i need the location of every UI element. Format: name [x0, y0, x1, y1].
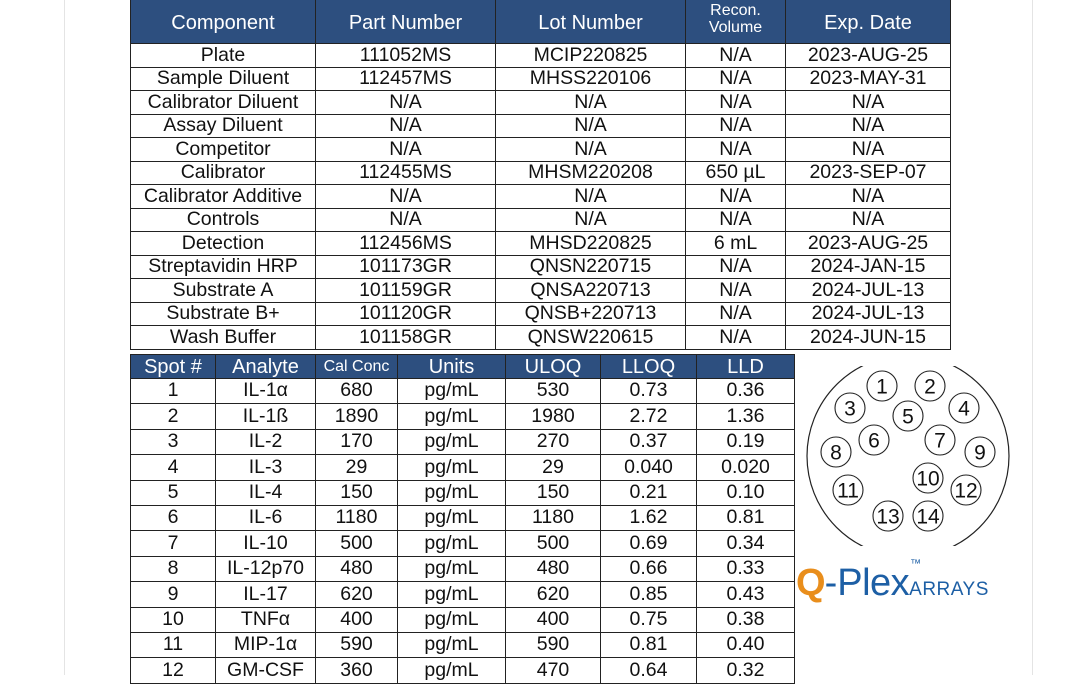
reagent-cell: 112456MS [316, 232, 496, 256]
reagent-cell: Controls [131, 208, 316, 232]
spot-label: 4 [958, 397, 970, 421]
analyte-cell: pg/mL [398, 505, 506, 530]
analyte-cell: 0.66 [601, 556, 697, 581]
reagent-cell: N/A [686, 138, 786, 162]
reagent-cell: 101173GR [316, 255, 496, 279]
analyte-cell: 11 [131, 632, 216, 657]
reagent-cell: Detection [131, 232, 316, 256]
reagent-cell: N/A [686, 255, 786, 279]
analyte-cell: 150 [506, 480, 601, 505]
analyte-cell: 1980 [506, 404, 601, 429]
reagent-cell: QNSB+220713 [496, 302, 686, 326]
reagent-cell: N/A [496, 91, 686, 115]
logo-trademark: ™ [910, 558, 922, 570]
reagent-cell: N/A [786, 138, 951, 162]
reagent-cell: N/A [316, 138, 496, 162]
analyte-cell: 4 [131, 455, 216, 480]
analyte-cell: 680 [316, 379, 398, 404]
analyte-cell: 150 [316, 480, 398, 505]
analyte-cell: IL-17 [216, 582, 316, 607]
col-units: Units [398, 355, 506, 379]
reagent-cell: 112457MS [316, 67, 496, 91]
analyte-cell: pg/mL [398, 480, 506, 505]
analyte-cell: 8 [131, 556, 216, 581]
analyte-cell: IL-3 [216, 455, 316, 480]
analyte-cell: 500 [506, 531, 601, 556]
reagent-cell: MHSS220106 [496, 67, 686, 91]
reagent-cell: 2023-SEP-07 [786, 161, 951, 185]
analyte-cell: 480 [506, 556, 601, 581]
analyte-cell: pg/mL [398, 455, 506, 480]
analyte-cell: pg/mL [398, 556, 506, 581]
analyte-cell: 29 [506, 455, 601, 480]
reagent-cell: N/A [786, 185, 951, 209]
reagent-cell: Competitor [131, 138, 316, 162]
col-analyte: Analyte [216, 355, 316, 379]
logo-q: Q [796, 562, 825, 604]
col-lot-number: Lot Number [496, 0, 686, 44]
reagent-row [131, 114, 951, 138]
analyte-cell: TNFα [216, 607, 316, 632]
reagent-cell: 111052MS [316, 44, 496, 68]
reagent-cell: N/A [786, 91, 951, 115]
analyte-row [131, 429, 795, 454]
reagent-cell: QNSW220615 [496, 326, 686, 350]
analyte-cell: 0.020 [697, 455, 795, 480]
col-component: Component [131, 0, 316, 44]
reagent-row [131, 279, 951, 303]
analyte-cell: pg/mL [398, 429, 506, 454]
analyte-cell: 620 [316, 582, 398, 607]
reagent-cell: N/A [316, 185, 496, 209]
reagent-cell: 101159GR [316, 279, 496, 303]
page-left-edge [64, 0, 65, 675]
reagent-cell: 2023-AUG-25 [786, 44, 951, 68]
reagent-cell: 2023-MAY-31 [786, 67, 951, 91]
col-lloq: LLOQ [601, 355, 697, 379]
analyte-cell: 400 [316, 607, 398, 632]
spot-label: 7 [934, 429, 946, 453]
spot-label: 10 [916, 467, 940, 491]
analyte-cell: 480 [316, 556, 398, 581]
reagent-cell: 112455MS [316, 161, 496, 185]
reagent-cell: N/A [686, 185, 786, 209]
reagent-cell: N/A [686, 67, 786, 91]
logo-arrays: ARRAYS [909, 579, 989, 600]
reagent-cell: Substrate B+ [131, 302, 316, 326]
reagent-row [131, 67, 951, 91]
analyte-table [130, 354, 795, 684]
analyte-cell: 0.10 [697, 480, 795, 505]
analyte-cell: pg/mL [398, 404, 506, 429]
reagent-cell: Assay Diluent [131, 114, 316, 138]
reagent-cell: MHSM220208 [496, 161, 686, 185]
reagent-cell: N/A [686, 208, 786, 232]
analyte-cell: 0.81 [601, 632, 697, 657]
analyte-cell: 0.43 [697, 582, 795, 607]
analyte-cell: pg/mL [398, 632, 506, 657]
col-lld: LLD [697, 355, 795, 379]
analyte-cell: 5 [131, 480, 216, 505]
reagent-cell: Calibrator Diluent [131, 91, 316, 115]
analyte-cell: 1180 [506, 505, 601, 530]
analyte-cell: 470 [506, 658, 601, 683]
analyte-cell: 0.36 [697, 379, 795, 404]
reagent-cell: N/A [316, 208, 496, 232]
analyte-cell: pg/mL [398, 531, 506, 556]
analyte-cell: 530 [506, 379, 601, 404]
reagent-row [131, 302, 951, 326]
reagent-cell: Sample Diluent [131, 67, 316, 91]
analyte-row [131, 556, 795, 581]
analyte-cell: 7 [131, 531, 216, 556]
analyte-cell: IL-6 [216, 505, 316, 530]
analyte-cell: 500 [316, 531, 398, 556]
analyte-cell: 0.69 [601, 531, 697, 556]
reagent-cell: 2024-JUL-13 [786, 279, 951, 303]
reagent-cell: 2024-JUL-13 [786, 302, 951, 326]
analyte-cell: 0.37 [601, 429, 697, 454]
analyte-cell: 1.36 [697, 404, 795, 429]
reagent-cell: Calibrator [131, 161, 316, 185]
reagent-cell: MCIP220825 [496, 44, 686, 68]
analyte-cell: IL-1α [216, 379, 316, 404]
analyte-cell: 590 [506, 632, 601, 657]
analyte-header-row [131, 355, 795, 379]
col-part-number: Part Number [316, 0, 496, 44]
analyte-cell: IL-2 [216, 429, 316, 454]
reagent-cell: N/A [686, 114, 786, 138]
analyte-cell: 0.73 [601, 379, 697, 404]
reagent-row [131, 138, 951, 162]
analyte-cell: 0.040 [601, 455, 697, 480]
reagent-cell: N/A [496, 114, 686, 138]
reagent-cell: N/A [496, 185, 686, 209]
reagent-cell: 101158GR [316, 326, 496, 350]
reagent-cell: 6 mL [686, 232, 786, 256]
reagent-row [131, 185, 951, 209]
analyte-row [131, 455, 795, 480]
analyte-cell: 1890 [316, 404, 398, 429]
reagent-cell: 2023-AUG-25 [786, 232, 951, 256]
analyte-row [131, 582, 795, 607]
spot-label: 6 [868, 429, 880, 453]
reagent-cell: Streptavidin HRP [131, 255, 316, 279]
analyte-cell: 0.19 [697, 429, 795, 454]
analyte-cell: 10 [131, 607, 216, 632]
reagent-cell: N/A [496, 208, 686, 232]
analyte-cell: 0.75 [601, 607, 697, 632]
reagent-cell: N/A [686, 302, 786, 326]
reagent-row [131, 232, 951, 256]
reagent-cell: N/A [786, 208, 951, 232]
col-exp-date: Exp. Date [786, 0, 951, 44]
analyte-cell: 2.72 [601, 404, 697, 429]
reagent-cell: Substrate A [131, 279, 316, 303]
logo-plex: Plex [837, 562, 910, 604]
analyte-cell: 3 [131, 429, 216, 454]
spot-label: 5 [902, 405, 914, 429]
analyte-cell: 400 [506, 607, 601, 632]
analyte-cell: 620 [506, 582, 601, 607]
reagent-cell: Calibrator Additive [131, 185, 316, 209]
reagent-cell: 101120GR [316, 302, 496, 326]
analyte-cell: 0.38 [697, 607, 795, 632]
analyte-cell: 1180 [316, 505, 398, 530]
analyte-cell: 270 [506, 429, 601, 454]
analyte-cell: 9 [131, 582, 216, 607]
reagent-table [130, 0, 951, 350]
analyte-cell: GM-CSF [216, 658, 316, 683]
analyte-row [131, 480, 795, 505]
spot-label: 1 [876, 375, 888, 399]
analyte-cell: 0.32 [697, 658, 795, 683]
reagent-cell: Plate [131, 44, 316, 68]
reagent-row [131, 255, 951, 279]
reagent-cell: 2024-JAN-15 [786, 255, 951, 279]
reagent-cell: N/A [316, 114, 496, 138]
reagent-cell: N/A [686, 91, 786, 115]
analyte-row [131, 632, 795, 657]
analyte-cell: pg/mL [398, 379, 506, 404]
reagent-cell: Wash Buffer [131, 326, 316, 350]
spot-label: 2 [924, 375, 936, 399]
analyte-cell: IL-10 [216, 531, 316, 556]
analyte-cell: 0.64 [601, 658, 697, 683]
spot-label: 8 [830, 441, 842, 465]
analyte-cell: 1 [131, 379, 216, 404]
analyte-row [131, 505, 795, 530]
analyte-cell: pg/mL [398, 582, 506, 607]
reagent-cell: N/A [496, 138, 686, 162]
spot-label: 3 [844, 397, 856, 421]
spot-label: 14 [916, 505, 940, 529]
reagent-header-row [131, 0, 951, 44]
analyte-cell: MIP-1α [216, 632, 316, 657]
analyte-cell: IL-4 [216, 480, 316, 505]
analyte-cell: 0.81 [697, 505, 795, 530]
spot-label: 9 [974, 441, 986, 465]
logo-dash: - [824, 562, 838, 604]
analyte-row [131, 531, 795, 556]
analyte-cell: 170 [316, 429, 398, 454]
analyte-row [131, 658, 795, 683]
reagent-cell: N/A [786, 114, 951, 138]
analyte-cell: IL-12p70 [216, 556, 316, 581]
reagent-cell: QNSA220713 [496, 279, 686, 303]
reagent-row [131, 44, 951, 68]
qplex-logo [796, 558, 1026, 604]
analyte-cell: 0.21 [601, 480, 697, 505]
reagent-cell: N/A [686, 279, 786, 303]
analyte-cell: IL-1ß [216, 404, 316, 429]
reagent-cell: 2024-JUN-15 [786, 326, 951, 350]
reagent-cell: 650 µL [686, 161, 786, 185]
reagent-cell: QNSN220715 [496, 255, 686, 279]
col-recon-volume: Recon. Volume [686, 0, 786, 44]
analyte-cell: 0.33 [697, 556, 795, 581]
analyte-cell: 12 [131, 658, 216, 683]
reagent-cell: N/A [686, 326, 786, 350]
analyte-cell: 2 [131, 404, 216, 429]
analyte-cell: 6 [131, 505, 216, 530]
analyte-cell: 29 [316, 455, 398, 480]
page-right-edge [1032, 0, 1033, 675]
analyte-row [131, 607, 795, 632]
reagent-cell: MHSD220825 [496, 232, 686, 256]
analyte-cell: 360 [316, 658, 398, 683]
reagent-row [131, 208, 951, 232]
analyte-cell: 0.85 [601, 582, 697, 607]
reagent-cell: N/A [686, 44, 786, 68]
analyte-cell: 590 [316, 632, 398, 657]
col-spot: Spot # [131, 355, 216, 379]
analyte-row [131, 404, 795, 429]
reagent-row [131, 91, 951, 115]
spot-label: 12 [954, 479, 978, 503]
spot-map-diagram [804, 366, 1012, 546]
analyte-cell: pg/mL [398, 658, 506, 683]
analyte-cell: 0.34 [697, 531, 795, 556]
col-cal-conc: Cal Conc [316, 355, 398, 379]
reagent-cell: N/A [316, 91, 496, 115]
reagent-row [131, 326, 951, 350]
reagent-row [131, 161, 951, 185]
col-uloq: ULOQ [506, 355, 601, 379]
analyte-cell: 0.40 [697, 632, 795, 657]
spot-label: 11 [837, 479, 859, 503]
analyte-cell: pg/mL [398, 607, 506, 632]
analyte-cell: 1.62 [601, 505, 697, 530]
spot-label: 13 [876, 505, 900, 529]
analyte-row [131, 379, 795, 404]
